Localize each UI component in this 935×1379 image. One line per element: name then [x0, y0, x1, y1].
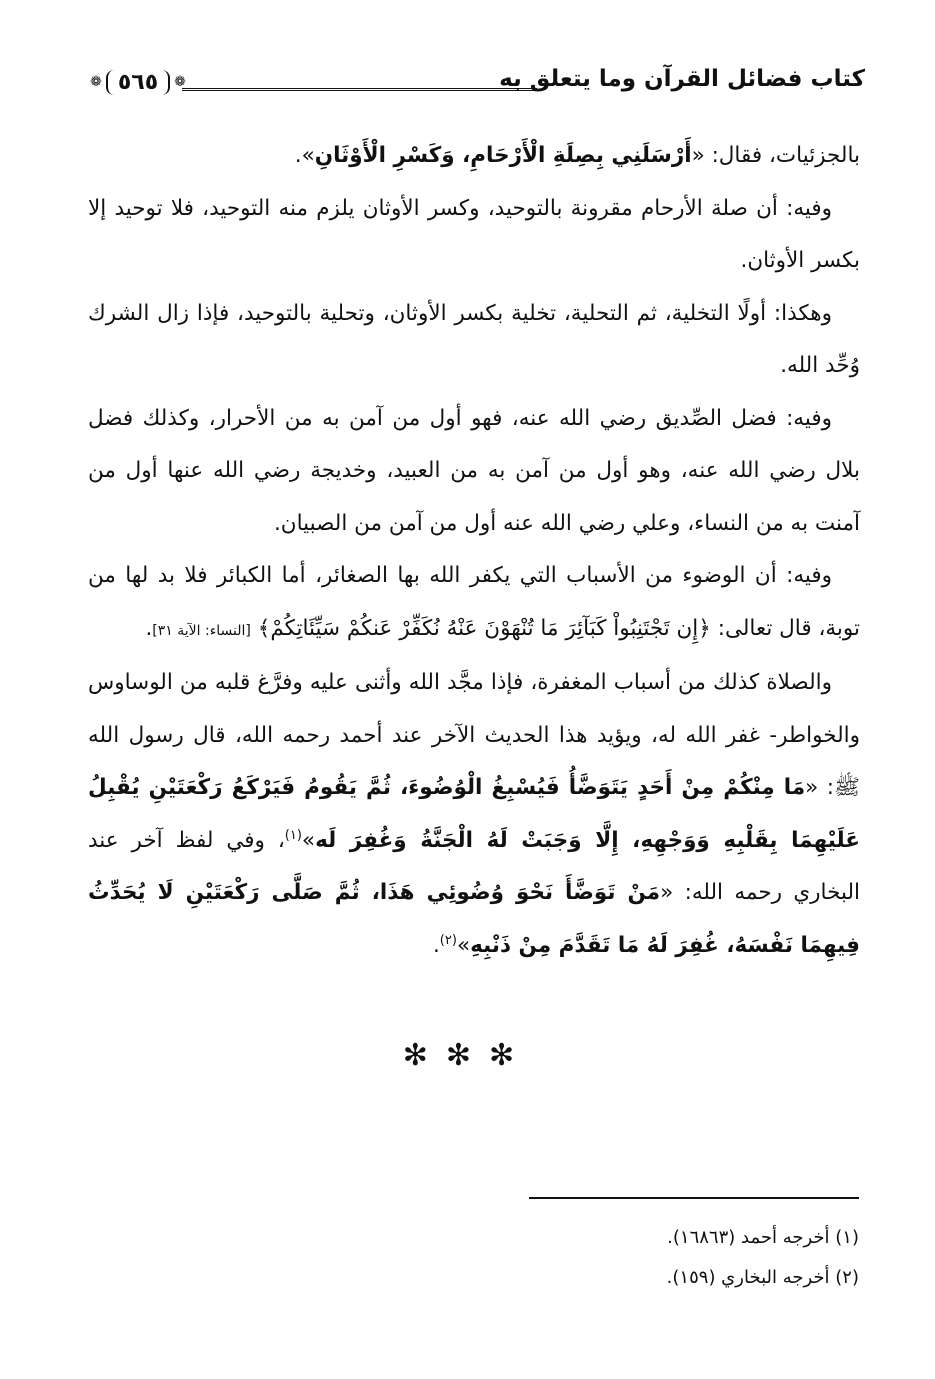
page-number-badge [86, 62, 190, 102]
paragraph-5: وفيه: أن الوضوء من الأسباب التي يكفر الله بها الصغائر، أما الكبائر فلا بد لها من توبة، قال تعالى: ﴿إِن تَجْتَنِبُواْ كَبَآئِرَ مَا تُنْهَوْنَ عَنْهُ نُكَفِّرْ عَنكُمْ سَيِّئَاتِكُمْ﴾ [النساء: الآية ٣١]. [88, 563, 860, 641]
quran-verse: إِن تَجْتَنِبُواْ كَبَآئِرَ مَا تُنْهَوْنَ عَنْهُ نُكَفِّرْ عَنكُمْ سَيِّئَاتِكُمْ [270, 615, 699, 641]
footnotes [259, 1218, 859, 1298]
verse-reference: [النساء: الآية ٣١] [152, 622, 251, 639]
footnote-marker-1: (١) [284, 827, 302, 843]
paragraph-3: وهكذا: أولًا التخلية، ثم التحلية، تخلية بكسر الأوثان، وتحلية بالتوحيد، فإذا زال الشرك وُحِّد الله. [88, 300, 860, 378]
paragraph-2: وفيه: أن صلة الأرحام مقرونة بالتوحيد، وكسر الأوثان يلزم منه التوحيد، فلا توحيد إلا بكسر الأوثان. [88, 195, 860, 273]
hadith-quote: مَنْ تَوَضَّأَ نَحْوَ وُضُوئِي هَذَا، ثُمَّ صَلَّى رَكْعَتَيْنِ لَا يُحَدِّثُ فِيهِمَا نَفْسَهُ، غُفِرَ لَهُ مَا تَقَدَّمَ مِنْ ذَنْبِهِ [88, 880, 860, 958]
running-title: كتاب فضائل القرآن وما يتعلق به [499, 66, 865, 92]
header-rule [182, 88, 537, 91]
footnote-marker-2: (٢) [439, 932, 457, 948]
running-header [86, 62, 865, 108]
paragraph-4: وفيه: فضل الصِّديق رضي الله عنه، فهو أول من آمن به من الأحرار، وكذلك فضل بلال رضي الله عنه، وهو أول من آمن به من العبيد، وخديجة رضي الله عنها أول من آمنت به من النساء، وعلي رضي الله عنه أول من آمن من الصبيان. [88, 405, 860, 536]
ornament-icon: ❁ [90, 74, 102, 90]
paragraph-1: بالجزئيات، فقال: «أَرْسَلَنِي بِصِلَةِ الْأَرْحَامِ، وَكَسْرِ الْأَوْثَانِ». [294, 143, 860, 168]
section-divider-icon: ✻✻✻ [402, 1038, 533, 1073]
ornament-icon: ❁ [174, 74, 186, 90]
hadith-quote: أَرْسَلَنِي بِصِلَةِ الْأَرْحَامِ، وَكَسْرِ الْأَوْثَانِ [314, 143, 692, 168]
main-text [88, 130, 860, 972]
hadith-quote: مَا مِنْكُمْ مِنْ أَحَدٍ يَتَوَضَّأُ فَيُسْبِغُ الْوُضُوءَ، ثُمَّ يَقُومُ فَيَرْكَعُ رَكْعَتَيْنِ يُقْبِلُ عَلَيْهِمَا بِقَلْبِهِ وَوَجْهِهِ، إِلَّا وَجَبَتْ لَهُ الْجَنَّةُ وَغُفِرَ لَه [88, 775, 860, 853]
paragraph-6: والصلاة كذلك من أسباب المغفرة، فإذا مجَّد الله وأثنى عليه وفرَّغ قلبه من الوساوس والخواطر- غفر الله له، ويؤيد هذا الحديث الآخر عند أحمد رحمه الله، قال رسول الله ﷺ: «مَا مِنْكُمْ مِنْ أَحَدٍ يَتَوَضَّأُ فَيُسْبِغُ الْوُضُوءَ، ثُمَّ يَقُومُ فَيَرْكَعُ رَكْعَتَيْنِ يُقْبِلُ عَلَيْهِمَا بِقَلْبِهِ وَوَجْهِهِ، إِلَّا وَجَبَتْ لَهُ الْجَنَّةُ وَغُفِرَ لَه»$^{(١)}$، وفي لفظ آخر عند البخاري رحمه الله: «مَنْ تَوَضَّأَ نَحْوَ وُضُوئِي هَذَا، ثُمَّ صَلَّى رَكْعَتَيْنِ لَا يُحَدِّثُ فِيهِمَا نَفْسَهُ، غُفِرَ لَهُ مَا تَقَدَّمَ مِنْ ذَنْبِهِ»$^{(٢)}$. [88, 670, 860, 958]
footnote-rule [529, 1197, 859, 1199]
footnote-2: (٢) أخرجه البخاري (١٥٩). [666, 1267, 859, 1288]
footnote-1: (١) أخرجه أحمد (١٦٨٦٣). [667, 1227, 859, 1248]
page-number: ٥٦٥ [106, 70, 170, 95]
